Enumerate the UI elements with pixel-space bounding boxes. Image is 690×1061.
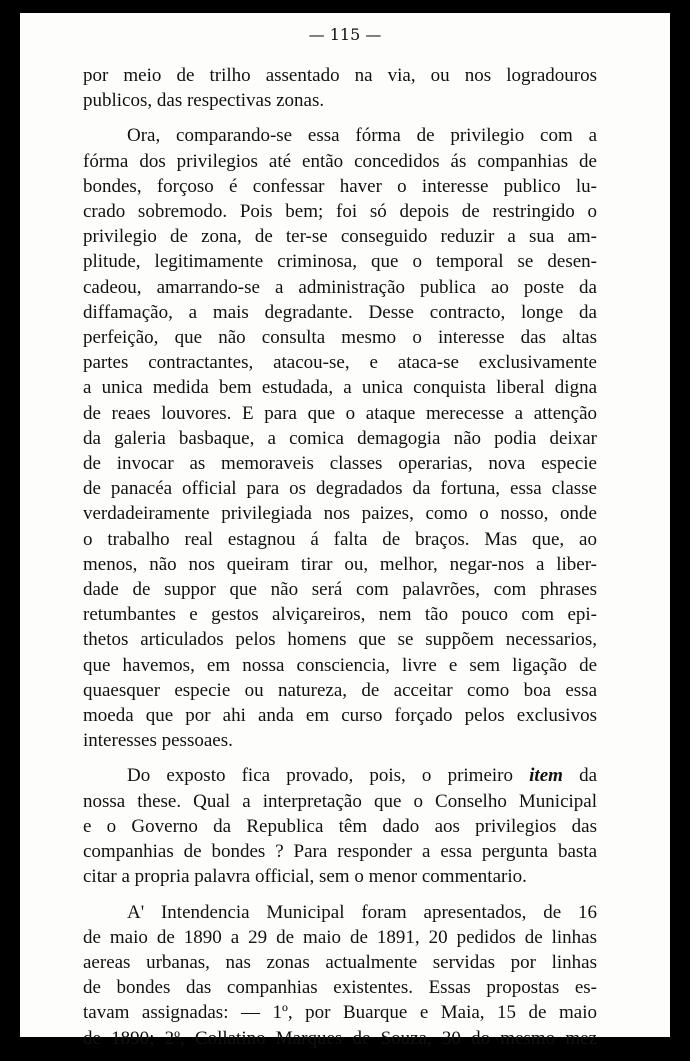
book-page [20,13,670,1049]
text-line: verdadeiramente privilegiada nos paizes, como o nosso, onde [83,503,597,525]
text-line: privilegio de zona, de ter-se conseguido reduzir a sua am- [83,226,597,248]
text-line: companhias de bondes ? Para responder a essa pergunta basta [83,841,597,863]
paragraph-3 [83,763,597,889]
body-text [83,63,597,1061]
text-line: de bondes das companhias existentes. Essas propostas es- [83,977,597,999]
text-line: de invocar as memoraveis classes operarias, nova especie [83,453,597,475]
text-line: de 1890; 2º, Collatino Marques de Souza, 30 do mesmo mez [83,1027,597,1049]
text-line: a unica medida bem estudada, a unica conquista liberal digna [83,377,597,399]
text-line: citar a propria palavra official, sem o menor commentario. [83,866,527,888]
text-line: partes contractantes, atacou-se, e ataca-se exclusivamente [83,352,597,374]
text-line: perfeição, que não consulta mesmo o interesse das altas [83,327,597,349]
text-line: diffamação, a mais degradante. Desse contracto, longe da [83,301,597,323]
text-line: tavam assignadas: — 1º, por Buarque e Maia, 15 de maio [83,1002,597,1024]
text-line: dade de suppor que não será com palavrões, com phrases [83,579,597,601]
text-line: de maio de 1890 a 29 de maio de 1891, 20 pedidos de linhas [83,926,597,948]
text-line: e o Governo da Republica têm dado aos privilegios das [83,815,597,837]
text-line: plitude, legitimamente criminosa, que o temporal se desen- [83,251,597,273]
text-line: interesses pessoaes. [83,730,233,752]
text-segment: Do exposto fica provado, pois, o primeiro [127,765,530,787]
text-line: moeda que por ahi anda em curso forçado pelos exclusivos [83,705,597,727]
italic-term: item [529,765,563,787]
text-line: de reaes louvores. E para que o ataque merecesse a attenção [83,402,597,424]
text-line: menos, não nos queiram tirar ou, melhor, negar-nos a liber- [83,553,597,575]
text-segment: da [562,765,597,787]
text-line: de panacéa official para os degradados da fortuna, essa classe [83,478,597,500]
text-line: crado sobremodo. Pois bem; foi só depois de restringido o [83,201,597,223]
text-line: publicos, das respectivas zonas. [83,90,325,112]
text-line: quaesquer especie ou natureza, de acceitar como boa essa [83,679,597,701]
text-line: A' Intendencia Municipal foram apresentados, de 16 [127,901,597,923]
paragraph-1 [83,63,597,113]
page-number: — 115 — [308,25,382,44]
text-line: nossa these. Qual a interpretação que o Conselho Municipal [83,790,597,812]
text-line [83,763,597,788]
paragraph-4 [83,900,597,1051]
text-line: da galeria basbaque, a comica demagogia não podia deixar [83,427,597,449]
paragraph-2 [83,123,597,753]
text-line: retumbantes e gestos alviçareiros, nem tão pouco com epi- [83,604,597,626]
text-line: Ora, comparando-se essa fórma de privilegio com a [127,125,597,147]
text-line: thetos articulados pelos homens que se suppõem necessarios, [83,629,597,651]
text-line: bondes, forçoso é confessar haver o interesse publico lu- [83,175,597,197]
text-line: que havemos, em nossa consciencia, livre e sem ligação de [83,654,597,676]
text-line: aereas urbanas, nas zonas actualmente servidas por linhas [83,951,597,973]
text-line: por meio de trilho assentado na via, ou nos logradouros [83,65,597,86]
text-line: o trabalho real estagnou á falta de braços. Mas que, ao [83,528,597,550]
text-line: cadeou, amarrando-se a administração publica ao poste da [83,276,597,298]
text-line: fórma dos privilegios até então concedidos ás companhias de [83,150,597,172]
